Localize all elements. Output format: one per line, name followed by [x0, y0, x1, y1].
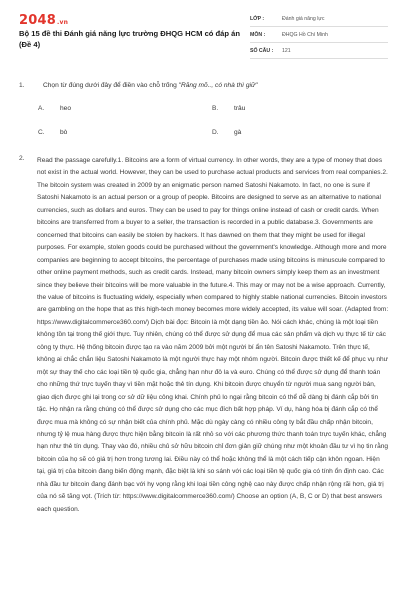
- option-text: bò: [60, 128, 68, 136]
- option-text: gà: [234, 128, 242, 136]
- passage-text: Read the passage carefully.1. Bitcoins are a form of virtual currency. In other words, they are a type of money that does not exist in the actual world. However, they can be used to purchase actual products and services from real companies.2. The bitcoin system was created in 2009 by an enigmatic person named Satoshi Nakamoto. In fact, no one is sure if Satoshi Nakamoto is an actual person or a group of people. Bitcoins are designed to serve as an alternative to national currencies, such as dollars and euros. They can be used to pay for things online instead of cash or credit cards. When bitcoins are transferred from a buyer to a seller, the transaction is recorded in a public database.3. Governments are concerned that bitcoins can easily be stolen by hackers. It has dawned on them that they might be used for illegal purposes. For example, stolen goods could be purchased without the government's knowledge. Although more and more companies are beginning to accept bitcoins, the percentage of purchases made using bitcoins is minuscule compared to other online payment methods, such as credit cards. Instead, many bitcoin owners simply keep them as an investment since they believe their bitcoins will be more valuable in the future.4. This may or may not be a wise approach. Currently, the value of bitcoins is fluctuating widely, especially when compared to highly stable national currencies. Bitcoin investors are gambling on the hope that as this high-tech money becomes more widely accepted, its value will soar. (Adapted from: https://www.digitalcommerce360.com/) Dịch bài đọc: Bitcoin là một dạng tiền ảo. Nói cách khác, chúng là một loại tiền không tồn tại trong thế giới thực. Tuy nhiên, chúng có thể được sử dụng để mua các sản phẩm và dịch vụ thực tế từ các công ty thực. Hệ thống bitcoin được tạo ra vào năm 2009 bởi một người bí ẩn tên Satoshi Nakamoto. Trên thực tế, không ai chắc chắn liệu Satoshi Nakamoto là một người thực hay một nhóm người. Bitcoin được thiết kế để phục vụ như một sự thay thế cho các loại tiền tệ quốc gia, chẳng hạn như đô la và euro. Chúng có thể được sử dụng để thanh toán cho những thứ trực tuyến thay vì tiền mặt hoặc thẻ tín dụng. Khi bitcoin được chuyển từ người mua sang người bán, giao dịch được ghi lại trong cơ sở dữ liệu công khai. Chính phủ lo ngại rằng bitcoin có thể dễ dàng bị đánh cắp bởi tin tặc. Họ nhận ra rằng chúng có thể được sử dụng cho các mục đích bất hợp pháp. Ví dụ, hàng hóa bị đánh cắp có thể được mua mà không có sự nhận biết của chính phủ. Mặc dù ngày càng có nhiều công ty bắt đầu chấp nhận bitcoin, nhưng tỷ lệ mua hàng được thực hiện bằng bitcoin là rất nhỏ so với các phương thức thanh toán trực tuyến khác, chẳng hạn như thẻ tín dụng. Thay vào đó, nhiều chủ sở hữu bitcoin chỉ đơn giản giữ chúng như một khoản đầu tư vì họ tin rằng bitcoin của họ sẽ có giá trị hơn trong tương lai. Điều này có thể hoặc không thể là một cách tiếp cận khôn ngoan. Hiện tại, giá trị của bitcoin đang biến động mạnh, đặc biệt là khi so sánh với các loại tiền tệ quốc gia có tính ổn định cao. Các nhà đầu tư bitcoin đang đánh bạc với hy vọng rằng khi loại tiền công nghệ cao này được chấp nhận rộng rãi hơn, giá trị của nó sẽ tăng vọt. (Trích từ: https://www.digitalcommerce360.com/) Choose an option (A, B, C or D) that best answers each question.: [37, 157, 389, 513]
- option-b[interactable]: [212, 101, 245, 115]
- logo-text: 2048: [19, 13, 56, 28]
- meta-label-question-count: SỐ CÂU :: [250, 47, 274, 54]
- exam-meta-table: [250, 11, 388, 59]
- meta-row-subject: [250, 27, 388, 43]
- question-1-options: [19, 101, 389, 161]
- page-header: [0, 0, 400, 62]
- question-number: 1.: [19, 82, 25, 89]
- meta-row-class: [250, 11, 388, 27]
- meta-label-class: LỚP :: [250, 15, 265, 22]
- meta-label-subject: MÔN :: [250, 31, 266, 38]
- question-quote: "Răng mõ.., có nhà thì giữ": [178, 82, 258, 89]
- page-title: Bộ 15 đề thi Đánh giá năng lực trường ĐHQG HCM có đáp án (Đề 4): [19, 29, 241, 49]
- option-d[interactable]: [212, 125, 241, 139]
- site-logo[interactable]: [19, 13, 68, 28]
- meta-value-subject: ĐHQG Hồ Chí Minh: [282, 31, 328, 38]
- meta-value-question-count: 121: [282, 47, 291, 54]
- question-number: 2.: [19, 155, 25, 162]
- option-text: heo: [60, 104, 72, 112]
- meta-row-question-count: [250, 43, 388, 59]
- option-text: trâu: [234, 104, 246, 112]
- reading-passage: [37, 155, 389, 516]
- meta-value-class: Đánh giá năng lực: [282, 15, 325, 22]
- option-letter: B.: [212, 104, 219, 112]
- question-prompt-text: Chọn từ đúng dưới đây để điền vào chỗ trống: [43, 82, 177, 89]
- question-prompt: [43, 82, 257, 89]
- option-c[interactable]: [38, 125, 67, 139]
- option-letter: A.: [38, 104, 45, 112]
- option-letter: D.: [212, 128, 219, 136]
- option-a[interactable]: [38, 101, 71, 115]
- option-letter: C.: [38, 128, 45, 136]
- logo-suffix: .vn: [56, 19, 69, 26]
